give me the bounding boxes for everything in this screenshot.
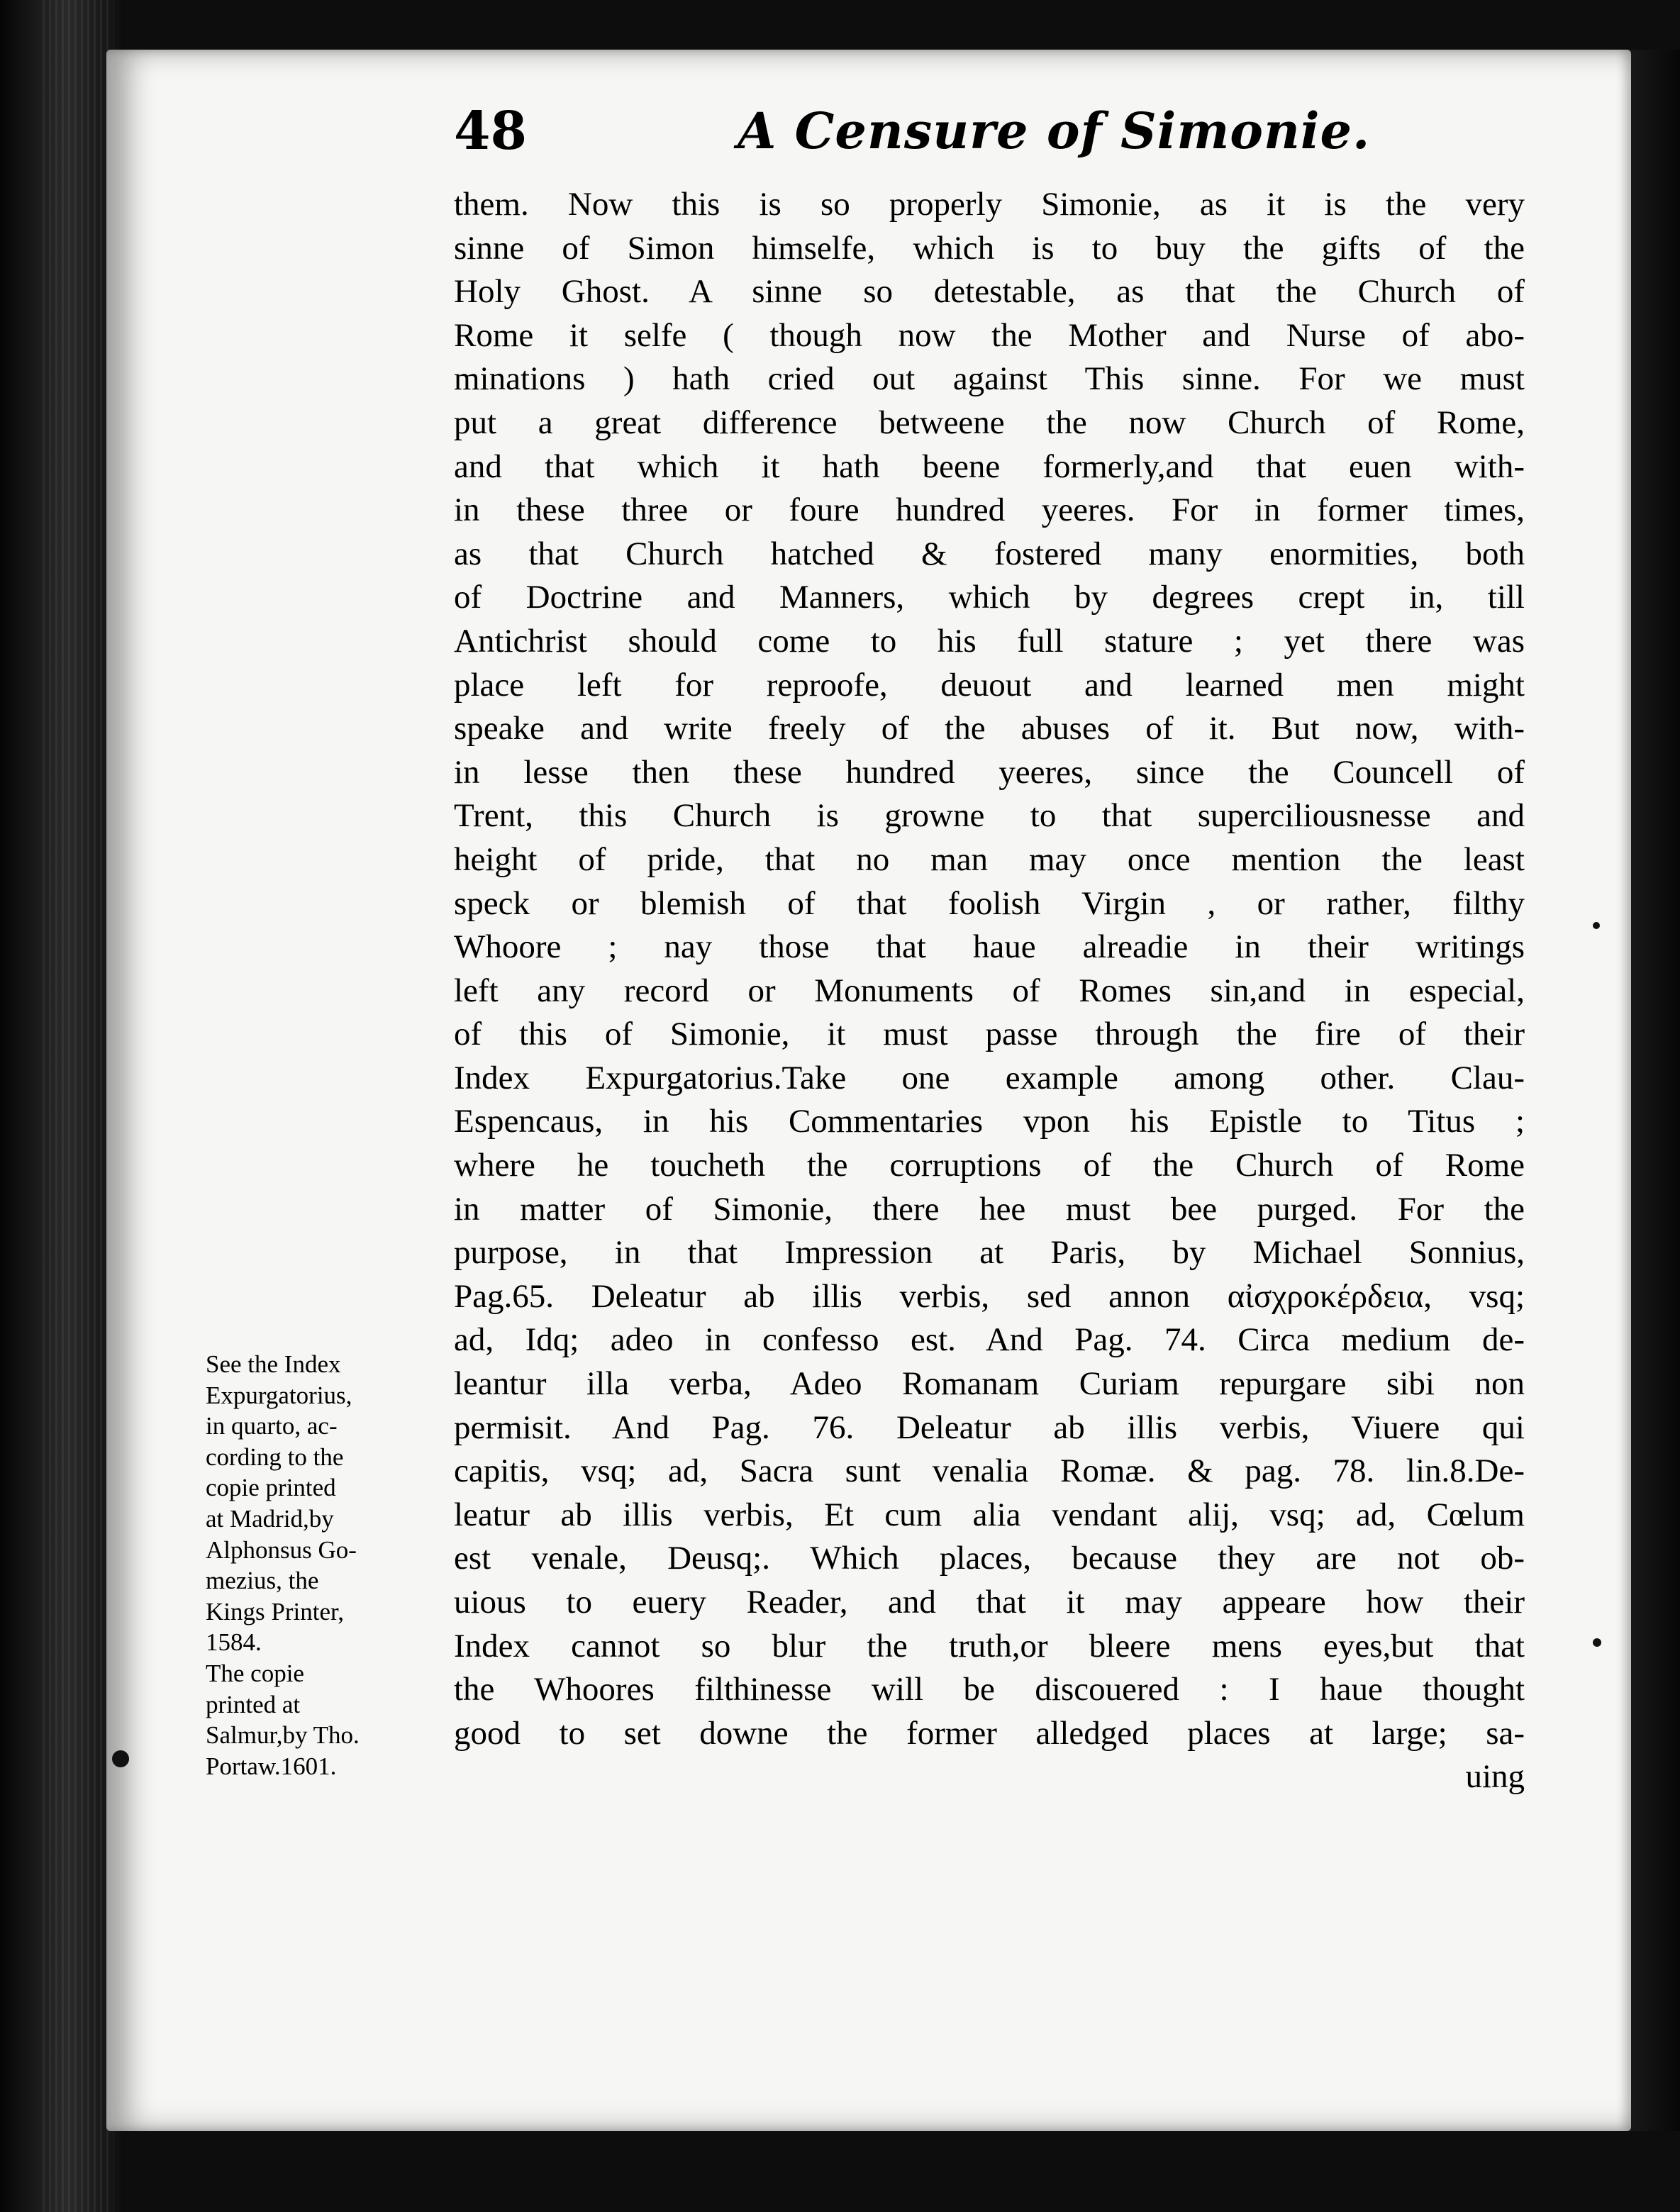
margin-note bbox=[206, 1349, 447, 1782]
text-line: est venale, Deusq;. Which places, because they are not ob- bbox=[454, 1540, 1525, 1577]
text-line: in lesse then these hundred yeeres, since the Councell of bbox=[454, 753, 1525, 791]
ink-blot bbox=[112, 1750, 129, 1767]
text-line: and that which it hath beene formerly,and that euen with- bbox=[454, 448, 1525, 485]
margin-note-line: copie printed bbox=[206, 1474, 336, 1502]
text-line: of this of Simonie, it must passe through the fire of their bbox=[454, 1016, 1525, 1053]
margin-note-line: Alphonsus Go- bbox=[206, 1535, 357, 1564]
margin-note-line: See the Index bbox=[206, 1350, 341, 1378]
margin-note-line: Salmur,by Tho. bbox=[206, 1721, 360, 1750]
ink-speck bbox=[1593, 1638, 1601, 1647]
text-line: sinne of Simon himselfe, which is to buy the gifts of the bbox=[454, 229, 1525, 267]
margin-note-line: The copie bbox=[206, 1659, 304, 1687]
text-line: Antichrist should come to his full stature ; yet there was bbox=[454, 622, 1525, 660]
margin-note-line: at Madrid,by bbox=[206, 1504, 334, 1533]
text-line: speake and write freely of the abuses of it. But now, with- bbox=[454, 710, 1525, 747]
margin-note-line: Kings Printer, bbox=[206, 1597, 344, 1625]
text-line: in these three or foure hundred yeeres. For in former times, bbox=[454, 491, 1525, 529]
text-line: them. Now this is so properly Simonie, as it is the very bbox=[454, 186, 1525, 223]
text-line: Espencaus, in his Commentaries vpon his Epistle to Titus ; bbox=[454, 1103, 1525, 1140]
next-page-edge bbox=[1624, 50, 1680, 2131]
margin-note-line: Portaw.1601. bbox=[206, 1752, 337, 1780]
margin-note-line: cording to the bbox=[206, 1443, 344, 1471]
text-line: Whoore ; nay those that haue alreadie in their writings bbox=[454, 928, 1525, 966]
text-line: Index Expurgatorius.Take one example among other. Clau- bbox=[454, 1059, 1525, 1096]
text-line: height of pride, that no man may once mention the least bbox=[454, 840, 1525, 878]
text-line: the Whoores filthinesse will be discouered : I haue thought bbox=[454, 1671, 1525, 1708]
margin-note-line: printed at bbox=[206, 1690, 301, 1718]
text-line: uious to euery Reader, and that it may appeare how their bbox=[454, 1584, 1525, 1621]
margin-note-line: Expurgatorius, bbox=[206, 1381, 352, 1409]
book-spine bbox=[0, 0, 121, 2212]
margin-note-line: in quarto, ac- bbox=[206, 1412, 338, 1440]
text-line: put a great difference betweene the now Church of Rome, bbox=[454, 404, 1525, 441]
text-line: good to set downe the former alledged places at large; sa- bbox=[454, 1714, 1525, 1752]
text-line: leantur illa verba, Adeo Romanam Curiam repurgare sibi non bbox=[454, 1365, 1525, 1403]
text-line: in matter of Simonie, there hee must bee purged. For the bbox=[454, 1190, 1525, 1228]
text-line: Holy Ghost. A sinne so detestable, as that the Church of bbox=[454, 273, 1525, 311]
text-line: Rome it selfe ( though now the Mother and Nurse of abo- bbox=[454, 316, 1525, 354]
text-line: ad, Idq; adeo in confesso est. And Pag. 74. Circa medium de- bbox=[454, 1321, 1525, 1359]
text-line: Trent, this Church is growne to that superciliousnesse and bbox=[454, 797, 1525, 835]
body-text bbox=[454, 183, 1525, 1799]
running-title: A Censure of Simonie. bbox=[738, 101, 1371, 160]
margin-note-line: 1584. bbox=[206, 1628, 262, 1657]
text-line: Pag.65. Deleatur ab illis verbis, sed annon αἰσχροκέρδεια, vsq; bbox=[454, 1277, 1525, 1315]
margin-note-line: mezius, the bbox=[206, 1567, 319, 1595]
page-number: 48 bbox=[454, 101, 527, 162]
page-header bbox=[454, 99, 1546, 177]
text-line: where he toucheth the corruptions of the Church of Rome bbox=[454, 1147, 1525, 1184]
text-line: speck or blemish of that foolish Virgin , or rather, filthy bbox=[454, 884, 1525, 922]
text-line: place left for reproofe, deuout and learned men might bbox=[454, 666, 1525, 704]
text-line: permisit. And Pag. 76. Deleatur ab illis verbis, Viuere qui bbox=[454, 1408, 1525, 1446]
binding-texture bbox=[43, 0, 113, 2212]
text-line: left any record or Monuments of Romes sin,and in especial, bbox=[454, 972, 1525, 1009]
text-line: of Doctrine and Manners, which by degrees crept in, till bbox=[454, 579, 1525, 616]
text-line: as that Church hatched & fostered many enormities, both bbox=[454, 535, 1525, 572]
text-line: Index cannot so blur the truth,or bleere mens eyes,but that bbox=[454, 1627, 1525, 1664]
text-line: leatur ab illis verbis, Et cum alia vendant alij, vsq; ad, Cœlum bbox=[454, 1496, 1525, 1533]
text-line: minations ) hath cried out against This sinne. For we must bbox=[454, 360, 1525, 398]
text-line: capitis, vsq; ad, Sacra sunt venalia Romæ. & pag. 78. lin.8.De- bbox=[454, 1452, 1525, 1490]
text-line: purpose, in that Impression at Paris, by Michael Sonnius, bbox=[454, 1234, 1525, 1272]
catchword: uing bbox=[1465, 1758, 1525, 1796]
ink-speck bbox=[1593, 922, 1600, 929]
